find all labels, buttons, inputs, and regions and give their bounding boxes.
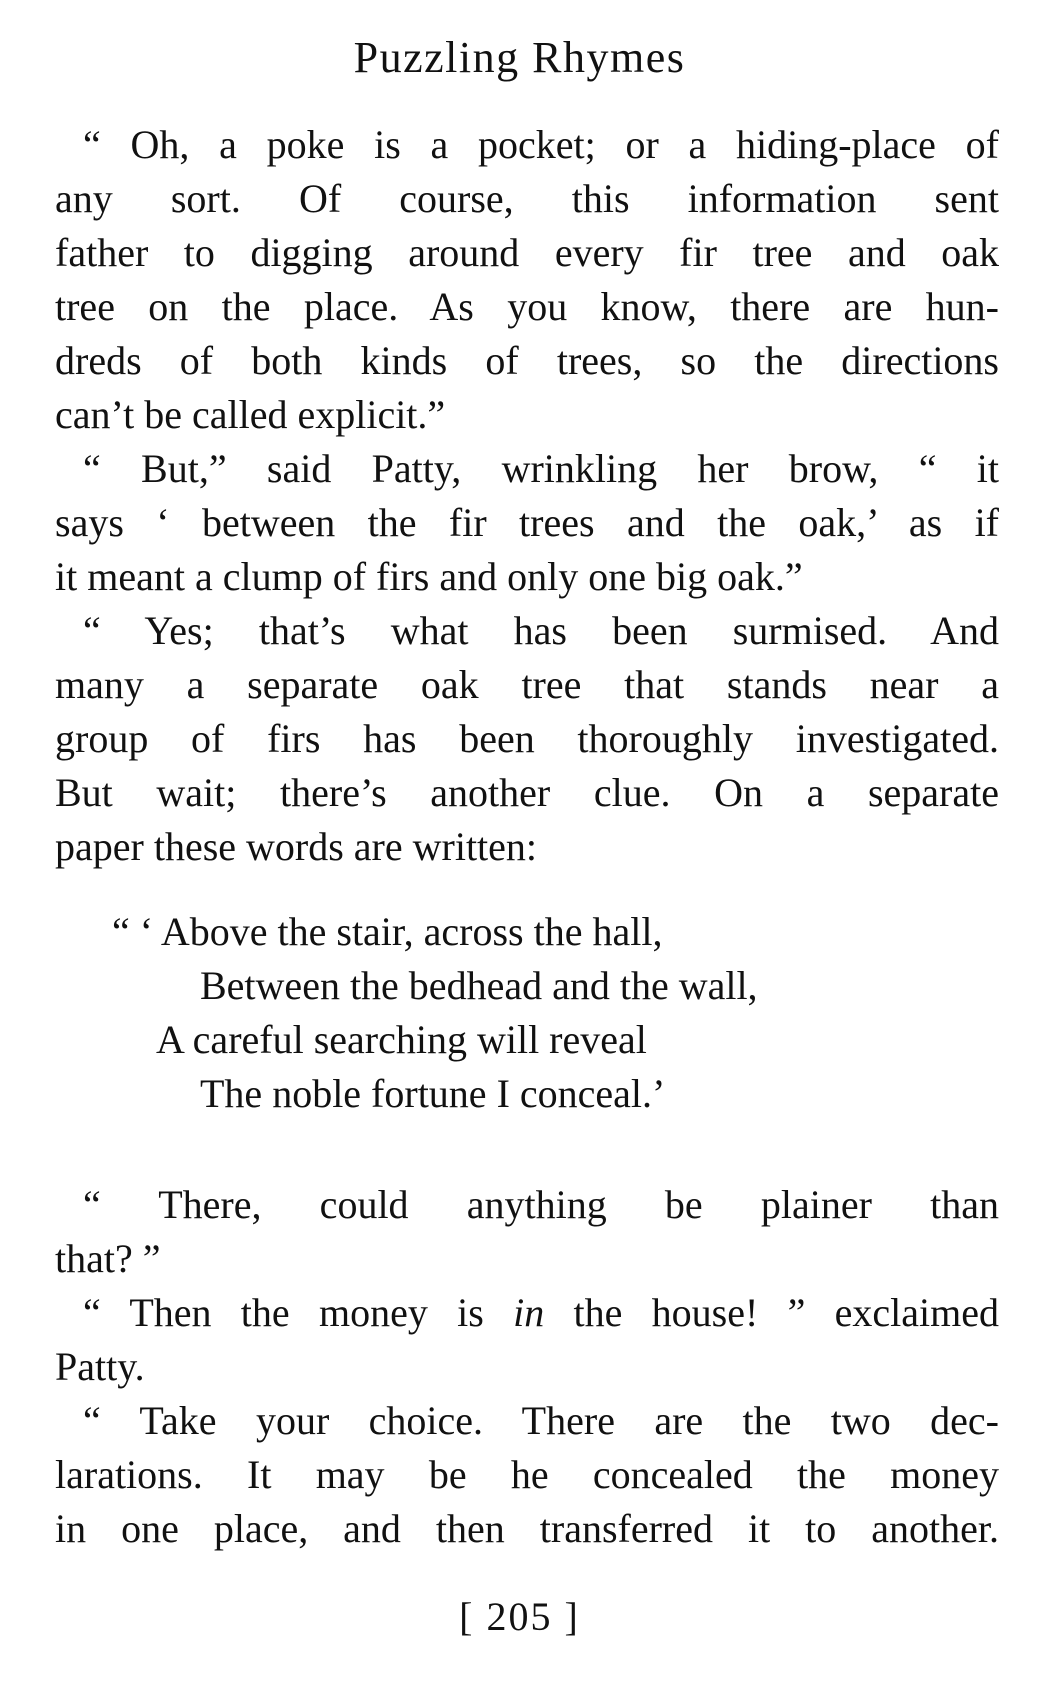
verse-line: “ ‘ Above the stair, across the hall, xyxy=(112,909,663,954)
text-line: that? ” xyxy=(55,1236,161,1281)
body-text-lower xyxy=(55,1178,999,1556)
text-line: paper these words are written: xyxy=(55,824,538,869)
body-text-upper xyxy=(55,118,999,874)
text-line: Patty. xyxy=(55,1344,145,1389)
text-line: says ‘ between the fir trees and the oak,’ as if xyxy=(55,500,999,545)
text-line: father to digging around every fir tree and oak xyxy=(55,230,999,275)
text-line: tree on the place. As you know, there are hun- xyxy=(55,284,999,329)
text-line: “ Take your choice. There are the two dec- xyxy=(83,1398,999,1443)
running-title: Puzzling Rhymes xyxy=(353,33,686,82)
italic-word: in xyxy=(513,1290,545,1335)
text-run: the house! ” exclaimed xyxy=(544,1290,999,1335)
text-line: “ There, could anything be plainer than xyxy=(83,1182,999,1227)
text-line: larations. It may be he concealed the money xyxy=(55,1452,999,1497)
text-line: can’t be called explicit.” xyxy=(55,392,446,437)
text-line: it meant a clump of firs and only one big oak.” xyxy=(55,554,803,599)
text-line: “ Yes; that’s what has been surmised. And xyxy=(83,608,999,653)
text-line: But wait; there’s another clue. On a separate xyxy=(55,770,999,815)
text-line xyxy=(55,1286,999,1340)
text-line: in one place, and then transferred it to another. xyxy=(55,1506,999,1551)
text-line: many a separate oak tree that stands near a xyxy=(55,662,999,707)
text-line: group of firs has been thoroughly investigated. xyxy=(55,716,999,761)
text-line: “ Oh, a poke is a pocket; or a hiding-place of xyxy=(83,122,999,167)
verse-line: Between the bedhead and the wall, xyxy=(200,963,758,1008)
verse-line: A careful searching will reveal xyxy=(156,1017,647,1062)
page-number: [ 205 ] xyxy=(459,1594,580,1639)
text-line: “ But,” said Patty, wrinkling her brow, “ it xyxy=(83,446,999,491)
text-run: “ Then the money is xyxy=(83,1290,514,1335)
text-line: dreds of both kinds of trees, so the directions xyxy=(55,338,999,383)
verse-line: The noble fortune I conceal.’ xyxy=(200,1071,666,1116)
text-line: any sort. Of course, this information sent xyxy=(55,176,999,221)
